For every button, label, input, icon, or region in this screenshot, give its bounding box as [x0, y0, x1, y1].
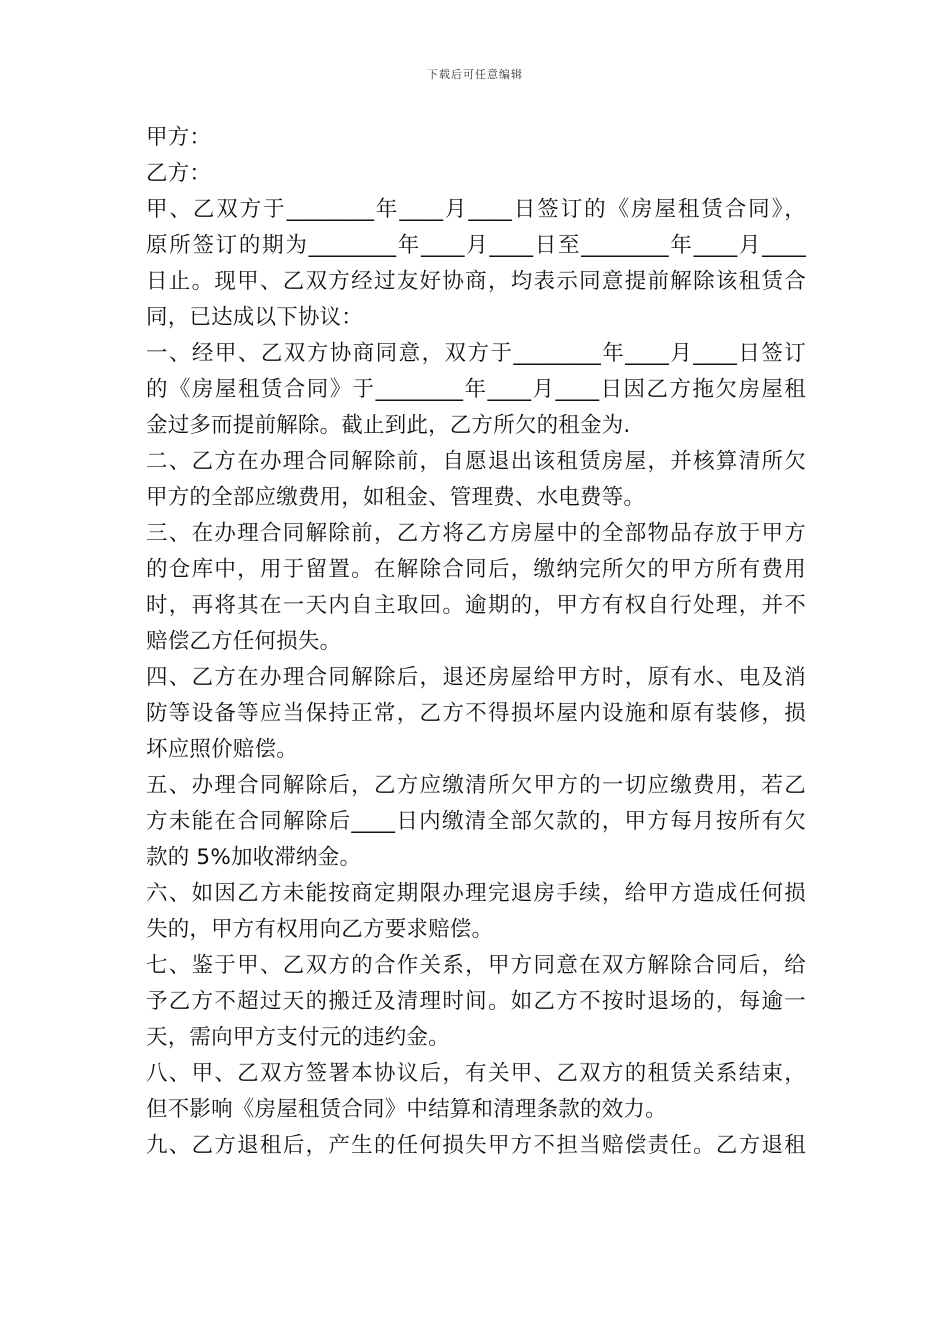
text-line: 日止。现甲、乙双方经过友好协商，均表示同意提前解除该租赁合 [146, 269, 806, 294]
clause-9-line: 九、乙方退租后，产生的任何损失甲方不担当赔偿责任。乙方退租 [146, 1133, 806, 1158]
text-line: 失的，甲方有权用向乙方要求赔偿。 [146, 917, 494, 942]
clause-5-line: 五、办理合同解除后，乙方应缴清所欠甲方的一切应缴费用，若乙 [146, 773, 806, 798]
clause-7-line: 七、鉴于甲、乙双方的合作关系，甲方同意在双方解除合同后，给 [146, 953, 806, 978]
clause-8-line: 八、甲、乙双方签署本协议后，有关甲、乙双方的租赁关系结束， [146, 1061, 806, 1086]
party-a-line: 甲方： [146, 125, 212, 150]
text-line: 同，已达成以下协议： [146, 305, 364, 330]
text-line: 予乙方不超过天的搬迁及清理时间。如乙方不按时退场的，每逾一 [146, 989, 806, 1014]
clause-2-line: 二、乙方在办理合同解除前，自愿退出该租赁房屋，并核算清所欠 [146, 449, 806, 474]
clause-1-line: 一、经甲、乙双方协商同意，双方于________年____月____日签订 [146, 341, 806, 366]
clause-6-line: 六、如因乙方未能按商定期限办理完退房手续，给甲方造成任何损 [146, 881, 806, 906]
document-body [146, 120, 806, 1164]
page-header: 下载后可任意编辑 [427, 68, 523, 81]
text-line: 防等设备等应当保持正常，乙方不得损坏屋内设施和原有装修，损 [146, 701, 806, 726]
text-line: 原所签订的期为________年____月____日至________年____月____ [146, 233, 806, 258]
clause-4-line: 四、乙方在办理合同解除后，退还房屋给甲方时，原有水、电及消 [146, 665, 806, 690]
text-line: 甲方的全部应缴费用，如租金、管理费、水电费等。 [146, 485, 646, 510]
text-line: 金过多而提前解除。截止到此，乙方所欠的租金为. [146, 413, 631, 438]
text-line: 但不影响《房屋租赁合同》中结算和清理条款的效力。 [146, 1097, 667, 1122]
text-line: 坏应照价赔偿。 [146, 737, 298, 762]
clause-3-line: 三、在办理合同解除前，乙方将乙方房屋中的全部物品存放于甲方 [146, 521, 806, 546]
text-line: 方未能在合同解除后____日内缴清全部欠款的，甲方每月按所有欠 [146, 809, 806, 834]
text-line: 的《房屋租赁合同》于________年____月____日因乙方拖欠房屋租 [146, 377, 806, 402]
text-line: 时，再将其在一天内自主取回。逾期的，甲方有权自行处理，并不 [146, 593, 806, 618]
text-line: 天，需向甲方支付元的违约金。 [146, 1025, 450, 1050]
text-line: 款的 5%加收滞纳金。 [146, 845, 362, 870]
text-line: 的仓库中，用于留置。在解除合同后，缴纳完所欠的甲方所有费用 [146, 557, 806, 582]
party-b-line: 乙方： [146, 161, 212, 186]
text-line: 甲、乙双方于________年____月____日签订的《房屋租赁合同》， [146, 197, 806, 222]
text-line: 赔偿乙方任何损失。 [146, 629, 342, 654]
